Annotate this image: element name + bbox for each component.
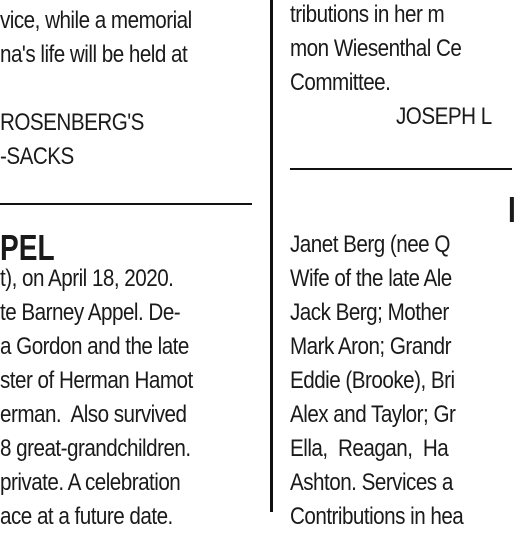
right-obituary-column bbox=[286, 0, 516, 530]
text-line: a Gordon and the late bbox=[0, 333, 189, 360]
text-line: Alex and Taylor; Gr bbox=[290, 401, 456, 428]
column-separator bbox=[270, 0, 273, 512]
text-line: private. A celebration bbox=[0, 469, 181, 496]
obituary-heading: PEL bbox=[0, 227, 55, 268]
text-line: Mark Aron; Grandr bbox=[290, 333, 451, 360]
signature-line: -SACKS bbox=[0, 143, 74, 170]
text-line: Contributions in hea bbox=[290, 503, 464, 530]
text-line: Ella, Reagan, Ha bbox=[290, 435, 449, 462]
text-line: te Barney Appel. De- bbox=[0, 299, 181, 326]
text-line: Eddie (Brooke), Bri bbox=[290, 367, 455, 394]
text-line: na's life will be held at bbox=[0, 41, 188, 68]
text-line: ster of Herman Hamot bbox=[0, 367, 193, 394]
text-line: mon Wiesenthal Ce bbox=[290, 35, 462, 62]
text-line: ace at a future date. bbox=[0, 503, 173, 530]
section-divider bbox=[0, 203, 252, 205]
text-line: vice, while a memorial bbox=[0, 7, 192, 34]
left-obituary-column bbox=[0, 0, 256, 530]
signature-line: ROSENBERG'S bbox=[0, 109, 144, 136]
text-line: Jack Berg; Mother bbox=[290, 299, 449, 326]
text-line: t), on April 18, 2020. bbox=[0, 265, 174, 292]
text-line: Committee. bbox=[290, 69, 391, 96]
obituary-heading: I bbox=[508, 189, 516, 230]
text-line: erman. Also survived bbox=[0, 401, 187, 428]
section-divider bbox=[290, 168, 512, 170]
text-line: tributions in her m bbox=[290, 1, 445, 28]
text-line: Wife of the late Ale bbox=[290, 265, 452, 292]
text-line: 8 great-grandchildren. bbox=[0, 435, 191, 462]
signature-line: JOSEPH L bbox=[396, 103, 492, 130]
text-line: Janet Berg (nee Q bbox=[290, 231, 450, 258]
text-line: Ashton. Services a bbox=[290, 469, 453, 496]
